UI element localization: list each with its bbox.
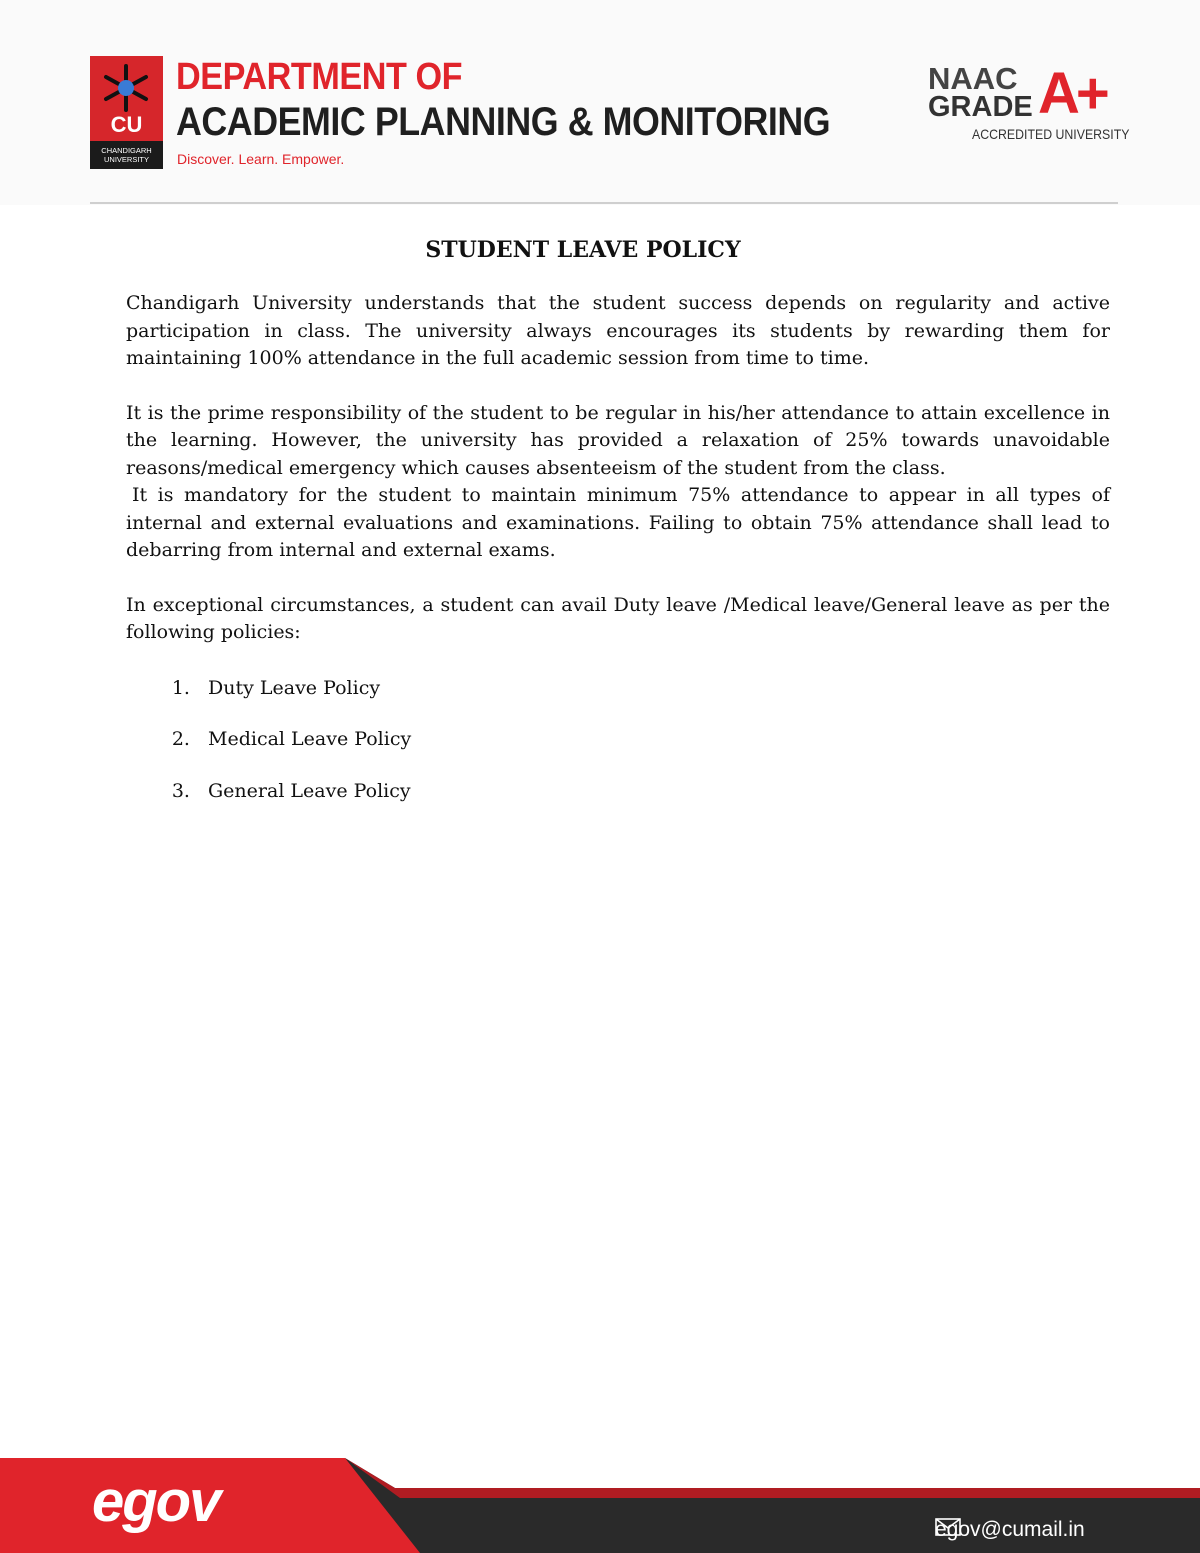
cu-logo <box>90 56 163 169</box>
mail-icon <box>935 1518 961 1536</box>
email-text[interactable]: egov@cumail.in <box>935 1518 1085 1541</box>
page-title: STUDENT LEAVE POLICY <box>425 237 741 263</box>
grade-value: A+ <box>1038 61 1106 126</box>
policy-content <box>126 290 1110 829</box>
page-footer <box>0 1458 1200 1553</box>
policy-item-duty: 1. Duty Leave Policy <box>196 675 1110 703</box>
department-title-line2: ACADEMIC PLANNING & MONITORING <box>176 100 831 144</box>
paragraph: In exceptional circumstances, a student can avail Duty leave /Medical leave/General leave as per the following policies: <box>126 593 1110 643</box>
paragraph: Chandigarh University understands that the student success depends on regularity and active participation in class. The university always encourages its students by rewarding them for maintaining 100% attendance in the full academic session from time to time. <box>126 292 1110 369</box>
page-header <box>0 0 1200 205</box>
snowflake-icon <box>100 62 153 114</box>
contact-email[interactable] <box>935 1518 1085 1542</box>
egov-logo: egov <box>92 1469 220 1534</box>
paragraph: It is mandatory for the student to maintain minimum 75% attendance to appear in all types of internal and external evaluations and examinations. Failing to obtain 75% attendance shall lead to debarring from internal and external exams. <box>126 484 1110 561</box>
policy-item-general: 3. General Leave Policy <box>196 778 1110 806</box>
policy-list <box>126 675 1110 806</box>
accredited-label: ACCREDITED UNIVERSITY <box>972 126 1130 142</box>
paragraph: It is the prime responsibility of the student to be regular in his/her attendance to attain excellence in the learning. However, the university has provided a relaxation of 25% towards unavoidable reasons/medical emergency which causes absenteeism of the student from the class. <box>126 401 1110 479</box>
header-divider <box>90 202 1118 204</box>
policy-item-medical: 2. Medical Leave Policy <box>196 726 1110 754</box>
naac-label: NAAC <box>928 61 1018 96</box>
cu-logo-text: CU <box>110 112 143 137</box>
tagline: Discover. Learn. Empower. <box>177 151 345 167</box>
grade-label: GRADE <box>928 91 1033 123</box>
department-title-line1: DEPARTMENT OF <box>176 56 463 98</box>
cu-logo-subtext: CHANDIGARH UNIVERSITY <box>90 141 163 169</box>
naac-badge <box>928 61 1130 144</box>
